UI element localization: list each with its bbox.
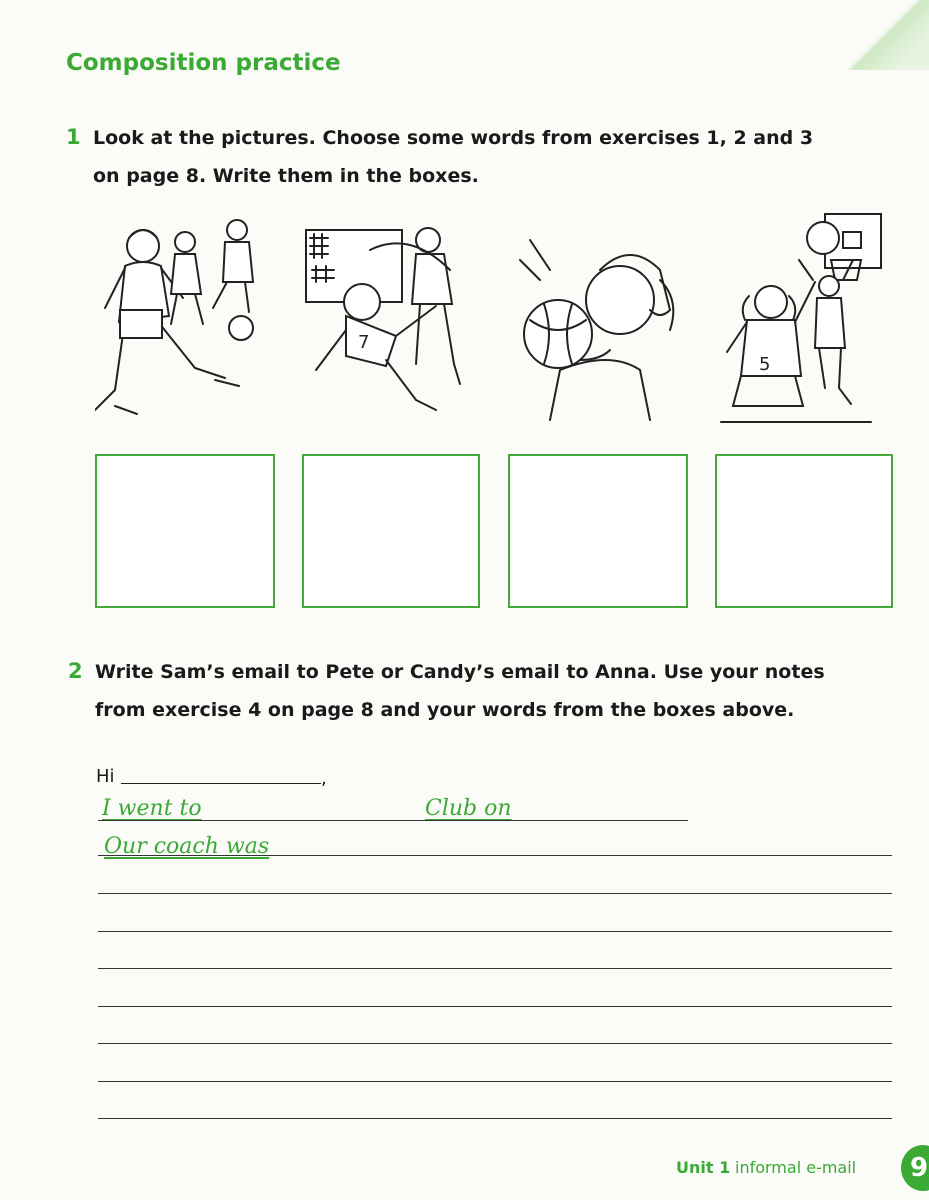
- greeting-name-line[interactable]: [121, 783, 321, 784]
- writing-line-1[interactable]: [98, 820, 688, 821]
- writing-line-3[interactable]: [98, 893, 892, 894]
- exercise-1-number: 1: [66, 125, 81, 149]
- exercise-2-line-1: Write Sam’s email to Pete or Candy’s email to Anna. Use your notes: [95, 661, 825, 683]
- football-picture: [95, 210, 255, 430]
- basketball-picture: [715, 210, 885, 430]
- writing-line-7[interactable]: [98, 1043, 892, 1044]
- exercise-1-instructions: [66, 118, 813, 195]
- exercise-2-line-2: from exercise 4 on page 8 and your words from the boxes above.: [95, 699, 795, 721]
- greeting-comma: ,: [321, 768, 327, 789]
- writing-line-2[interactable]: [98, 855, 892, 856]
- email-greeting: Hi: [96, 766, 115, 787]
- word-box-1[interactable]: [95, 454, 275, 608]
- section-heading: Composition practice: [66, 50, 341, 76]
- email-line-2-start: Our coach was: [104, 834, 270, 859]
- writing-line-6[interactable]: [98, 1006, 892, 1007]
- word-box-2[interactable]: [302, 454, 480, 608]
- exercise-2-number: 2: [68, 659, 83, 683]
- pictures-row: [0, 210, 929, 430]
- writing-line-5[interactable]: [98, 968, 892, 969]
- exercise-2-instructions: [68, 652, 825, 729]
- writing-line-4[interactable]: [98, 931, 892, 932]
- basketball-shirt-number: 5: [759, 354, 771, 375]
- email-line-1-club: Club on: [425, 796, 512, 821]
- page-number: 9: [901, 1145, 929, 1191]
- exercise-1-line-1: Look at the pictures. Choose some words from exercises 1, 2 and 3: [93, 127, 814, 149]
- girl-with-ball-picture: [510, 210, 680, 430]
- overhead-kick-shirt-number: 7: [358, 332, 370, 353]
- footer-topic: informal e-mail: [735, 1158, 857, 1177]
- word-box-3[interactable]: [508, 454, 688, 608]
- overhead-kick-picture: [300, 210, 470, 430]
- footer-unit: Unit 1: [676, 1158, 731, 1177]
- writing-line-9[interactable]: [98, 1118, 892, 1119]
- word-box-4[interactable]: [715, 454, 893, 608]
- page-corner-decoration: [839, 0, 929, 70]
- email-line-1-start: I went to: [102, 796, 202, 821]
- writing-line-8[interactable]: [98, 1081, 892, 1082]
- exercise-1-line-2: on page 8. Write them in the boxes.: [93, 165, 479, 187]
